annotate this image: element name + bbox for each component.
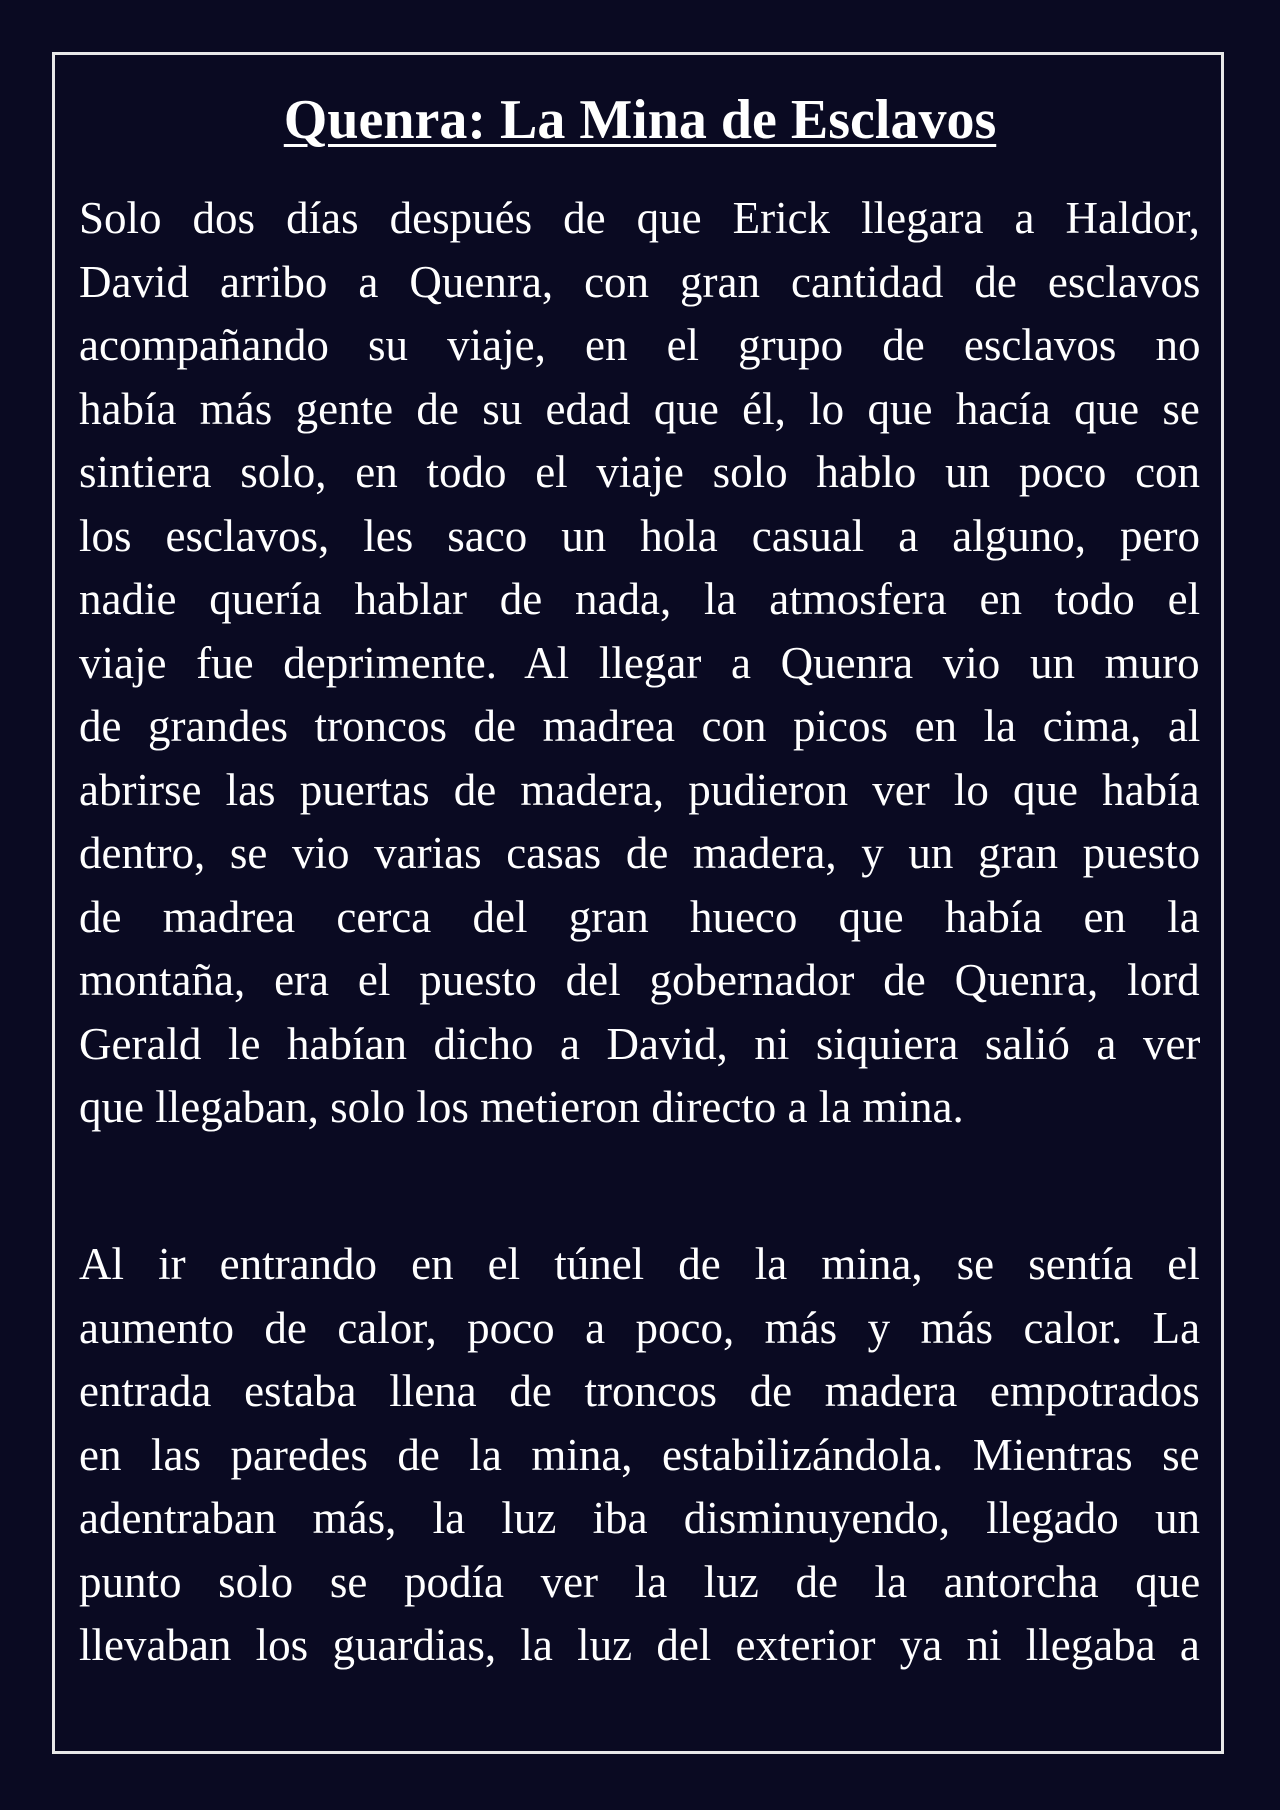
text-line: punto solo se podía ver la luz de la antorcha que: [79, 1556, 1200, 1607]
text-line: Al ir entrando en el túnel de la mina, se sentía el: [79, 1239, 1200, 1289]
text-line: los esclavos, les saco un hola casual a alguno, pero: [79, 510, 1200, 561]
text-line: de grandes troncos de madrea con picos en la cima, al: [79, 701, 1200, 751]
text-line: en las paredes de la mina, estabilizándola. Mientras se: [79, 1429, 1200, 1480]
text-line: acompañando su viaje, en el grupo de esclavos no: [79, 320, 1200, 370]
text-line: viaje fue deprimente. Al llegar a Quenra vio un muro: [79, 637, 1200, 688]
page-title: Quenra: La Mina de Esclavos: [283, 89, 997, 151]
text-line: dentro, se vio varias casas de madera, y un gran puesto: [79, 828, 1200, 878]
text-line: abrirse las puertas de madera, pudieron ver lo que había: [79, 764, 1200, 815]
text-line: que llegaban, solo los metieron directo a la mina.: [79, 1082, 964, 1132]
text-line: sintiera solo, en todo el viaje solo hablo un poco con: [79, 447, 1200, 497]
paragraph-2: [79, 1233, 1200, 1678]
text-line: había más gente de su edad que él, lo que hacía que se: [79, 383, 1200, 434]
text-line: aumento de calor, poco a poco, más y más calor. La: [79, 1302, 1200, 1353]
text-line: de madrea cerca del gran hueco que había en la: [79, 891, 1200, 942]
text-line: entrada estaba llena de troncos de madera empotrados: [79, 1366, 1200, 1416]
paragraph-1: [79, 187, 1200, 1140]
text-line: montaña, era el puesto del gobernador de Quenra, lord: [79, 955, 1200, 1005]
text-line: llevaban los guardias, la luz del exterior ya ni llegaba a: [79, 1620, 1200, 1670]
text-line: Gerald le habían dicho a David, ni siquiera salió a ver: [79, 1018, 1200, 1069]
text-line: adentraban más, la luz iba disminuyendo, llegado un: [79, 1493, 1200, 1543]
text-line: David arribo a Quenra, con gran cantidad de esclavos: [79, 256, 1200, 307]
text-line: nadie quería hablar de nada, la atmosfera en todo el: [79, 574, 1200, 624]
text-line: Solo dos días después de que Erick llegara a Haldor,: [79, 193, 1200, 243]
